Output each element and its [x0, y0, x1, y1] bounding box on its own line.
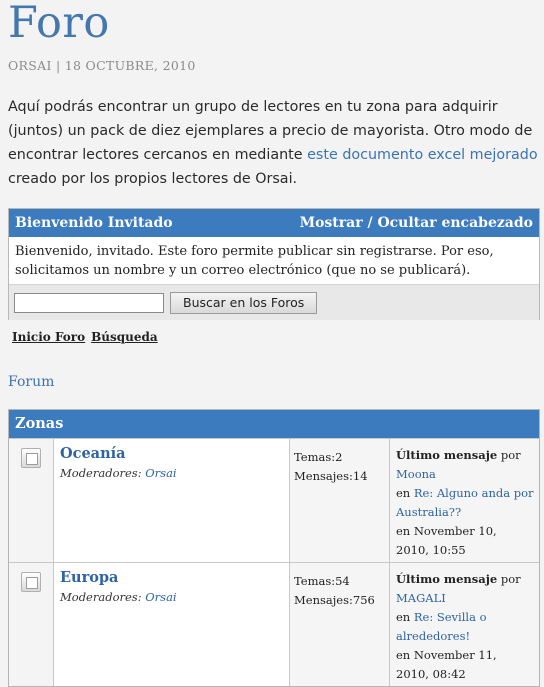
- by-label: por: [500, 448, 521, 462]
- in-label: en: [396, 486, 411, 500]
- moderators-label: Moderadores:: [60, 590, 142, 604]
- forum-search-link[interactable]: Búsqueda: [91, 330, 158, 344]
- icon-cell: [9, 439, 54, 562]
- welcome-panel: [8, 208, 540, 320]
- last-post-time: 2010, 08:42: [396, 667, 466, 681]
- breadcrumb[interactable]: Forum: [8, 374, 55, 390]
- post-count: Mensajes:756: [294, 593, 375, 607]
- board-cell: [54, 563, 290, 686]
- moderators: [60, 590, 283, 604]
- board-icon: [21, 448, 41, 468]
- intro-text-end: creado por los propios lectores de Orsai.: [8, 171, 298, 187]
- intro-text: Aquí podrás encontrar un grupo de lectores en tu zona para adquirir (juntos) un pack de diez ejemplares a precio de mayorista. Otro modo de encontrar lectores cercanos en mediante: [8, 99, 533, 163]
- board-link[interactable]: Europa: [60, 569, 119, 586]
- table-row: [9, 438, 539, 562]
- last-post-label: Último mensaje: [396, 448, 498, 462]
- board-icon: [21, 572, 41, 592]
- last-post-date: en November 11,: [396, 648, 497, 662]
- in-label: en: [396, 610, 411, 624]
- last-post-label: Último mensaje: [396, 572, 498, 586]
- forum-nav: [12, 330, 164, 344]
- forum-home-link[interactable]: Inicio Foro: [12, 330, 86, 344]
- by-label: por: [500, 572, 521, 586]
- toggle-header-link[interactable]: Mostrar / Ocultar encabezado: [299, 215, 533, 231]
- last-post-topic-link[interactable]: Re: Sevilla o alrededores!: [396, 610, 487, 643]
- moderator-link[interactable]: Orsai: [145, 590, 177, 604]
- last-post-date: en November 10,: [396, 524, 497, 538]
- search-input[interactable]: [14, 293, 164, 313]
- icon-cell: [9, 563, 54, 686]
- intro-paragraph: [8, 95, 538, 191]
- post-count: Mensajes:14: [294, 469, 368, 483]
- zones-heading: Zonas: [9, 410, 539, 438]
- last-post-cell: [390, 439, 539, 562]
- page-title: Foro: [8, 0, 110, 48]
- welcome-header: [9, 209, 539, 237]
- search-forums-button[interactable]: Buscar en los Foros: [170, 292, 317, 314]
- topic-count: Temas:2: [294, 450, 343, 464]
- last-post-user-link[interactable]: Moona: [396, 467, 436, 481]
- moderators: [60, 466, 283, 480]
- board-link[interactable]: Oceanía: [60, 445, 126, 462]
- last-post-user-link[interactable]: MAGALI: [396, 591, 446, 605]
- zones-table: [8, 409, 540, 687]
- last-post-time: 2010, 10:55: [396, 543, 466, 557]
- search-bar: [9, 284, 539, 320]
- last-post-cell: [390, 563, 539, 686]
- moderator-link[interactable]: Orsai: [145, 466, 177, 480]
- excel-document-link[interactable]: este documento excel mejorado: [307, 147, 538, 163]
- welcome-title: Bienvenido Invitado: [15, 215, 173, 231]
- post-meta: ORSAI | 18 OCTUBRE, 2010: [8, 58, 196, 73]
- welcome-message: Bienvenido, invitado. Este foro permite publicar sin registrarse. Por eso, solicitamos un nombre y un correo electrónico (que no se publicará).: [15, 244, 494, 278]
- table-row: [9, 562, 539, 686]
- topic-count: Temas:54: [294, 574, 350, 588]
- stats-cell: [290, 439, 390, 562]
- moderators-label: Moderadores:: [60, 466, 142, 480]
- board-cell: [54, 439, 290, 562]
- last-post-topic-link[interactable]: Re: Alguno anda por Australia??: [396, 486, 534, 519]
- stats-cell: [290, 563, 390, 686]
